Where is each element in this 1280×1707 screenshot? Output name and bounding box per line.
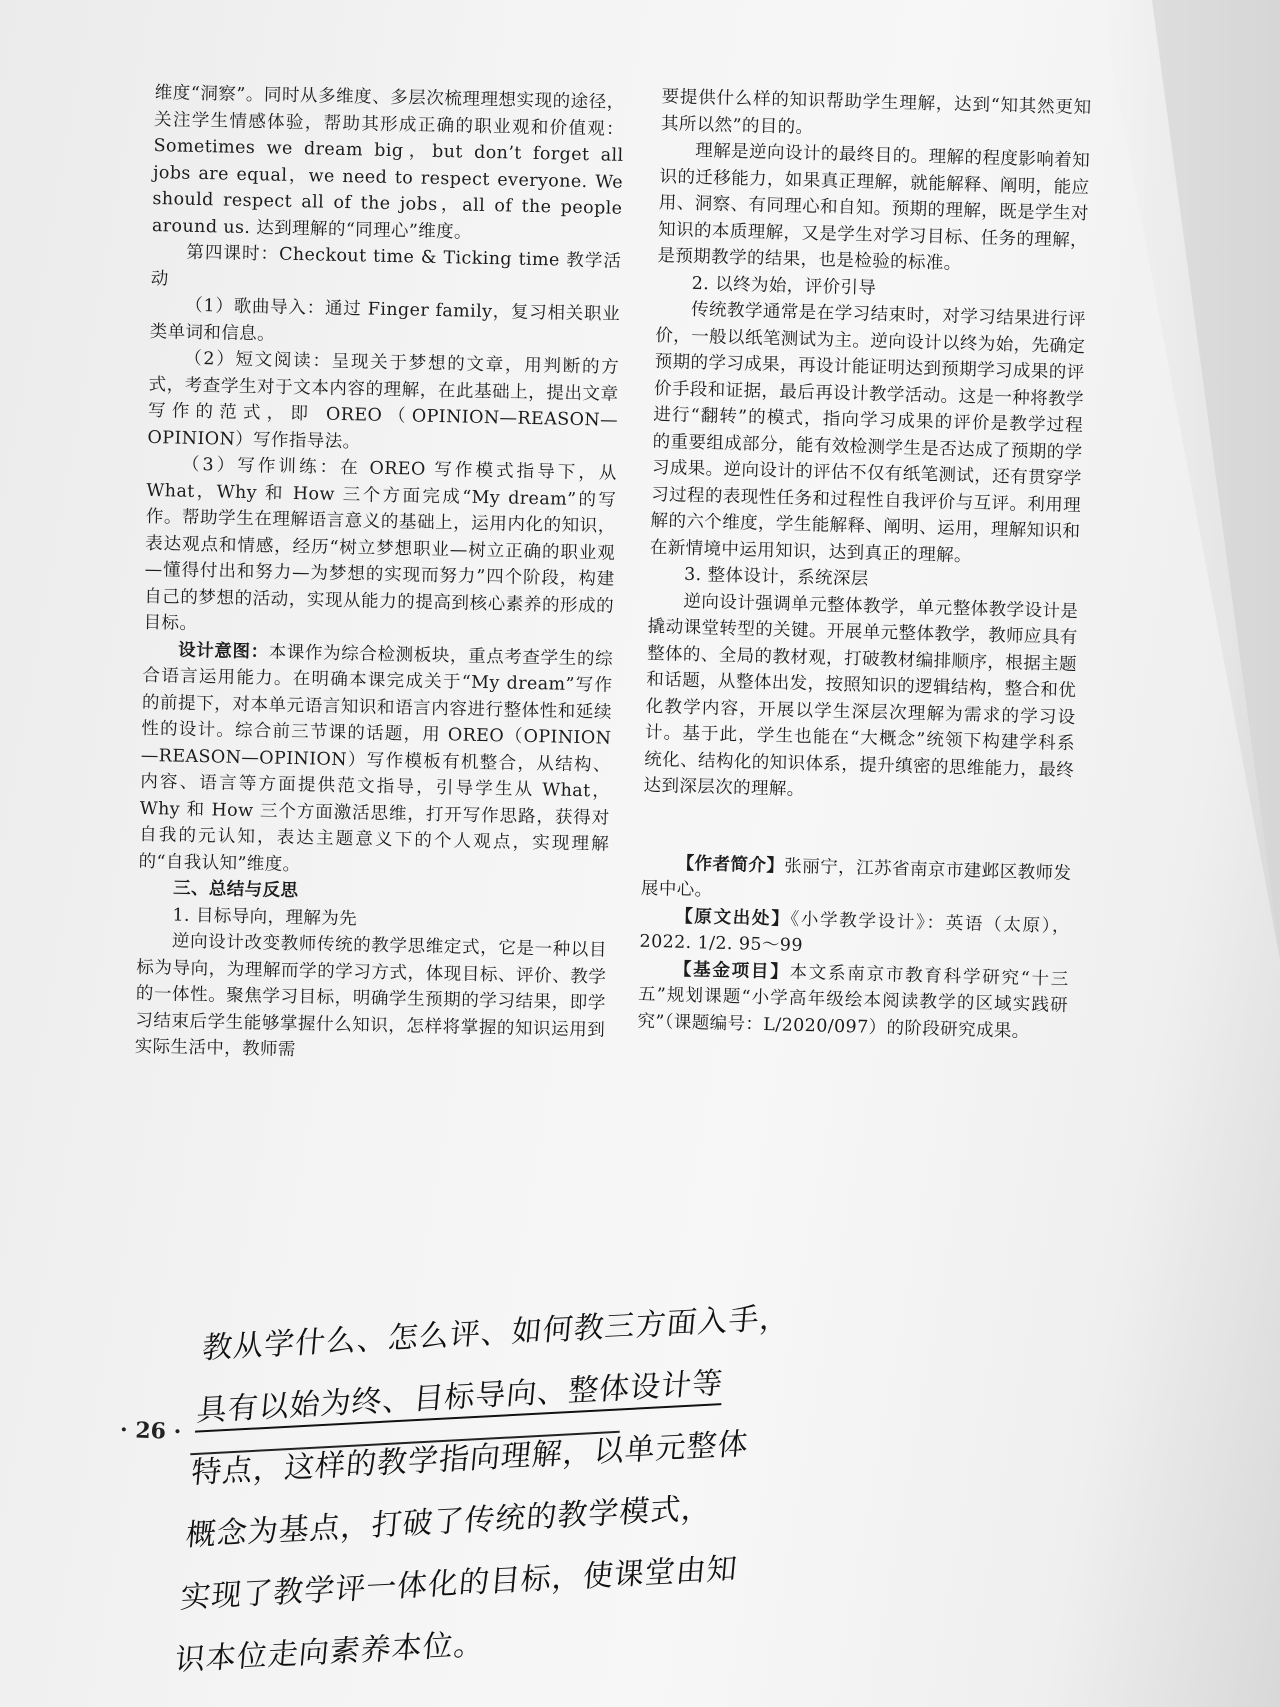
handwritten-line: 实现了教学评一体化的目标，使课堂由知 <box>178 1551 740 1616</box>
author-label: 【作者简介】 <box>676 853 785 876</box>
design-intent-paragraph <box>138 636 613 884</box>
paragraph: 逆向设计强调单元整体教学，单元整体教学设计是撬动课堂转型的关键。开展单元整体教学，教师应具有整体的、全局的教材观，打破教材编排顺序，根据主题和话题，从整体出发，按照知识的逻辑结构，整合和优化教学内容，开展以学生深层次理解为需求的学习设计。基于此，学生也能在“大概念”统领下构建学科系统化、结构化的知识体系，提升缜密的思维能力，最终达到深层次的理解。 <box>643 591 1079 800</box>
fund-text: 本文系南京市教育科学研究“十三五”规划课题“小学高年级绘本阅读教学的区域实践研究”（课题编号：L/2020/097）的阶段研究成果。 <box>637 962 1069 1042</box>
handwritten-line: 教从学什么、怎么评、如何教三方面入手， <box>200 1300 793 1367</box>
paragraph: 要提供什么样的知识帮助学生理解，达到“知其然更知其所以然”的目的。 <box>660 86 1092 138</box>
source-text: 《小学教学设计》：英语（太原），2022. 1/2. 95～99 <box>639 909 1071 956</box>
subsection-heading: 1. 目标导向，理解为先 <box>172 905 358 929</box>
section-heading: 三、总结与反思 <box>172 878 299 902</box>
paragraph: （3）写作训练：在 OREO 写作模式指导下，从 What，Why 和 How 三个方面完成“My dream”的写作。帮助学生在理解语言意义的基础上，运用内化的知识，表达观点和情感，经历“树立梦想职业—树立正确的职业观—懂得付出和努力—为梦想的实现而努力”四个阶段，构建自己的梦想的活动，实现从能力的提高到核心素养的形成的目标。 <box>143 454 618 635</box>
handwritten-line: 概念为基点，打破了传统的教学模式， <box>184 1490 714 1554</box>
design-intent-label: 设计意图： <box>177 640 269 663</box>
author-text: 张丽宁，江苏省南京市建邺区教师发展中心。 <box>640 855 1072 901</box>
handwritten-note <box>172 1289 793 1693</box>
handwritten-line: 识本位走向素养本位。 <box>173 1626 487 1679</box>
design-intent-text: 本课作为综合检测板块，重点考查学生的综合语言运用能力。在明确本课完成关于“My dream”写作的前提下，对本单元语言知识和语言内容进行整体性和延续性的设计。综合前三节课的话题，用 OREO（OPINION—REASON—OPINION）写作模板有机整合，从结构、内容、语言等方面提供范文指导，引导学生从 What，Why 和 How 三个方面激活思维，打开写作思路，获得对自我的元认知，表达主题意义下的个人观点，实现理解的“自我认知”维度。 <box>138 642 614 875</box>
paragraph: 维度“洞察”。同时从多维度、多层次梳理理想实现的途径，关注学生情感体验，帮助其形成正确的职业观和价值观：Sometimes we dream big，but don’t forget all jobs are equal，we need to respect everyone. We should respect all of the jobs，all of the people around us. 达到理解的“同理心”维度。 <box>151 82 625 243</box>
fund-note <box>637 955 1069 1046</box>
paragraph: 传统教学通常是在学习结束时，对学习结果进行评价，一般以纸笔测试为主。逆向设计以终为始，先确定预期的学习成果，再设计能证明达到预期学习成果的评价手段和证据，最后再设计教学活动。这是一种将教学进行“翻转”的模式，指向学习成果的评价是教学过程的重要组成部分，能有效检测学生是否达成了预期的学习成果。逆向设计的评估不仅有纸笔测试，还有贯穿学习过程的表现性任务和过程性自我评价与互评。利用理解的六个维度，学生能解释、阐明、运用，理解知识和在新情境中运用知识，达到真正的理解。 <box>649 299 1087 566</box>
handwritten-line: 具有以始为终、目标导向、整体设计等 <box>195 1365 725 1429</box>
paragraph: （1）歌曲导入：通过 Finger family，复习相关职业类单词和信息。 <box>149 295 621 345</box>
right-text-column <box>637 84 1092 1046</box>
paragraph: （2）短文阅读：呈现关于梦想的文章，用判断的方式，考查学生对于文本内容的理解，在此基础上，提出文章写作的范式，即 OREO（OPINION—REASON—OPINION）写作指导法。 <box>147 348 620 452</box>
fund-label: 【基金项目】 <box>673 959 790 983</box>
page-number: · 26 · <box>119 1416 182 1446</box>
left-text-column <box>134 80 624 1070</box>
lesson-four-heading: 第四课时：Checkout time & Ticking time 教学活动 <box>150 242 622 289</box>
paragraph: 理解是逆向设计的最终目的。理解的程度影响着知识的迁移能力，如果真正理解，就能解释、阐明，能应用、洞察、有同理心和自知。预期的理解，既是学生对知识的本质理解，又是学生对学习目标、任务的理解，是预期教学的结果，也是检验的标准。 <box>657 140 1091 274</box>
source-label: 【原文出处】 <box>674 906 791 930</box>
paragraph: 逆向设计改变教师传统的教学思维定式，它是一种以目标为导向，为理解而学的学习方式，体现目标、评价、教学的一体性。聚焦学习目标，明确学生预期的学习结果，即学习结束后学生能够掌握什么知识，怎样将掌握的知识运用到实际生活中，教师需 <box>134 931 608 1061</box>
subsection-heading: 3. 整体设计，系统深层 <box>683 564 869 590</box>
subsection-heading: 2. 以终为始，评价引导 <box>691 273 877 299</box>
handwritten-line: 特点，这样的教学指向理解，以单元整体 <box>189 1426 751 1492</box>
